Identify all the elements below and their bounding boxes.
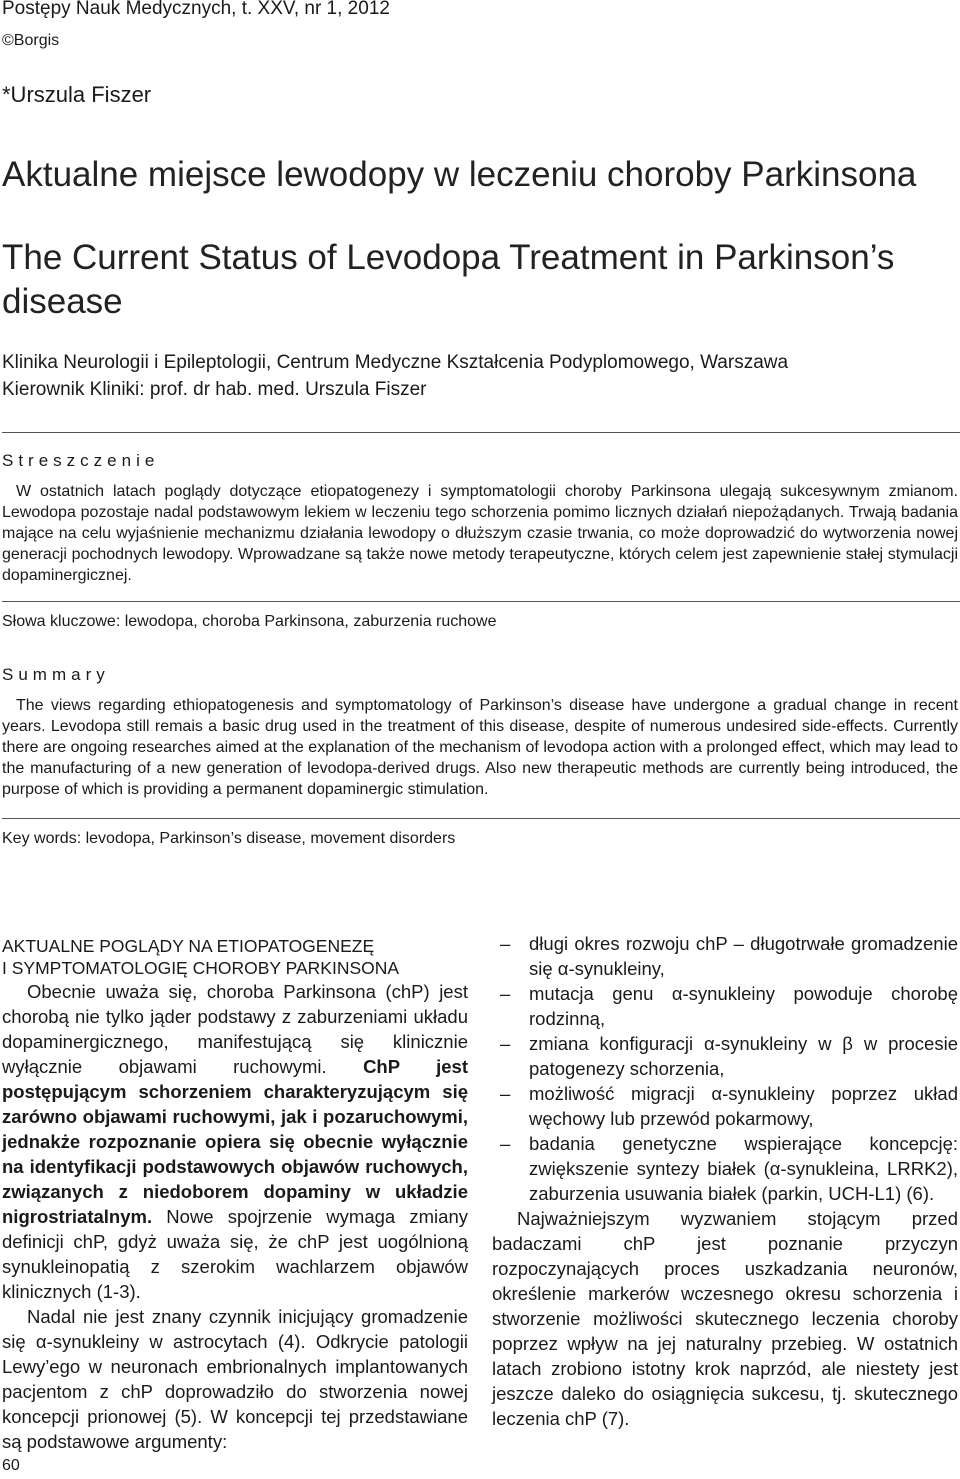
argument-list	[492, 931, 958, 1206]
list-item: – mutacja genu α-synukleiny powoduje chorobę rodzinną,	[500, 983, 958, 1029]
title-polish: Aktualne miejsce lewodopy w leczeniu choroby Parkinsona	[2, 155, 917, 194]
list-item: – możliwość migracji α-synukleiny poprzez układ węchowy lub przewód pokarmowy,	[500, 1083, 958, 1129]
summary-heading: Summary	[2, 665, 110, 684]
paragraph-1: Obecnie uważa się, choroba Parkinsona (chP) jest chorobą nie tylko jąder podstawy z zaburzeniami układu dopaminergicznego, manifestującą się klinicznie wyłącznie objawami ruchowymi. ChP jest postępującym schorzeniem charakteryzującym się zarówno objawami ruchowymi, jak i pozaruchowymi, jednakże rozpoznanie opiera się obecnie wyłącznie na identyfikacji podstawowych objawów ruchowych, związanych z niedoborem dopaminy w układzie nigrostriatalnym. Nowe spojrzenie wymaga zmiany definicji chP, gdyż uważa się, że chP jest uogólnioną synukleinopatią z szerokim wachlarzem objawów klinicznych (1-3).	[2, 981, 468, 1302]
affiliation-institution: Klinika Neurologii i Epileptologii, Centrum Medyczne Kształcenia Podyplomowego, Warszawa	[2, 352, 789, 373]
left-column	[2, 935, 468, 1454]
copyright-notice: ©Borgis	[2, 32, 60, 49]
streszczenie-text: W ostatnich latach poglądy dotyczące etiopatogenezy i symptomatologii choroby Parkinsona ulegają sukcesywnym zmianom. Lewodopa pozostaje nadal podstawowym lekiem w leczeniu tego schorzenia pomimo licznych działań niepożądanych. Trwają badania mające na celu wyjaśnienie mechanizmu działania lewodopy o dłuższym czasie trwania, co może doprowadzić do wytworzenia nowej generacji pochodnych lewodopy. Wprowadzane są także nowe metody terapeutyczne, których celem jest zapewnienie stałej stymulacji dopaminergicznej.	[2, 483, 958, 584]
list-item: – zmiana konfiguracji α-synukleiny w β w procesie patogenezy schorzenia,	[500, 1033, 958, 1079]
summary-keywords: Key words: levodopa, Parkinson’s disease, movement disorders	[2, 830, 456, 847]
title-english: The Current Status of Levodopa Treatment in Parkinson’s disease	[2, 238, 895, 321]
journal-header: Postępy Nauk Medycznych, t. XXV, nr 1, 2012	[2, 0, 390, 19]
page-number: 60	[2, 1457, 20, 1474]
affiliation-head: Kierownik Kliniki: prof. dr hab. med. Urszula Fiszer	[2, 379, 427, 400]
divider	[2, 818, 960, 819]
affiliation	[2, 349, 788, 403]
paragraph-3: Najważniejszym wyzwaniem stojącym przed badaczami chP jest poznanie przyczyn rozpoczynających proces uszkadzania neuronów, określenie markerów wczesnego okresu schorzenia i stworzenie możliwości skutecznego leczenia choroby poprzez wpływ na jej naturalny przebieg. W ostatnich latach zrobiono istotny krok naprzód, ale niestety jest jeszcze daleko do osiągnięcia sukcesu, tj. skutecznego leczenia chP (7).	[492, 1208, 958, 1429]
paragraph-2: Nadal nie jest znany czynnik inicjujący gromadzenie się α-synukleiny w astrocytach (4). Odkrycie patologii Lewy’ego w neuronach embrionalnych implantowanych pacjentom z chP doprowadziło do stworzenia nowej koncepcji prionowej (5). W koncepcji tej przedstawiane są podstawowe argumenty:	[2, 1306, 468, 1452]
list-item: – badania genetyczne wspierające koncepcję: zwiększenie syntezy białek (α-synukleina, LRRK2), zaburzenia usuwania białek (parkin, UCH-L1) (6).	[500, 1133, 958, 1204]
author-name: *Urszula Fiszer	[2, 82, 152, 107]
summary-text: The views regarding ethiopatogenesis and symptomatology of Parkinson’s disease have undergone a gradual change in recent years. Levodopa still remais a basic drug used in the treatment of this disease, despite of numerous undesired side-effects. Currently there are ongoing researches aimed at the explanation of the mechanism of levodopa action with a prolonged effect, which may lead to the manufacturing of a new generation of levodopa-derived drugs. Also new therapeutic methods are currently being introduced, the purpose of which is providing a permanent dopaminergic stimulation.	[2, 697, 958, 798]
divider	[2, 601, 960, 602]
list-item: – długi okres rozwoju chP – długotrwałe gromadzenie się α-synukleiny,	[500, 933, 958, 979]
streszczenie-keywords: Słowa kluczowe: lewodopa, choroba Parkinsona, zaburzenia ruchowe	[2, 613, 497, 630]
streszczenie-heading: Streszczenie	[2, 451, 160, 470]
divider	[2, 432, 960, 433]
section-heading: AKTUALNE POGLĄDY NA ETIOPATOGENEZĘ I SYMPTOMATOLOGIĘ CHOROBY PARKINSONA	[2, 936, 400, 978]
right-column	[492, 931, 958, 1431]
